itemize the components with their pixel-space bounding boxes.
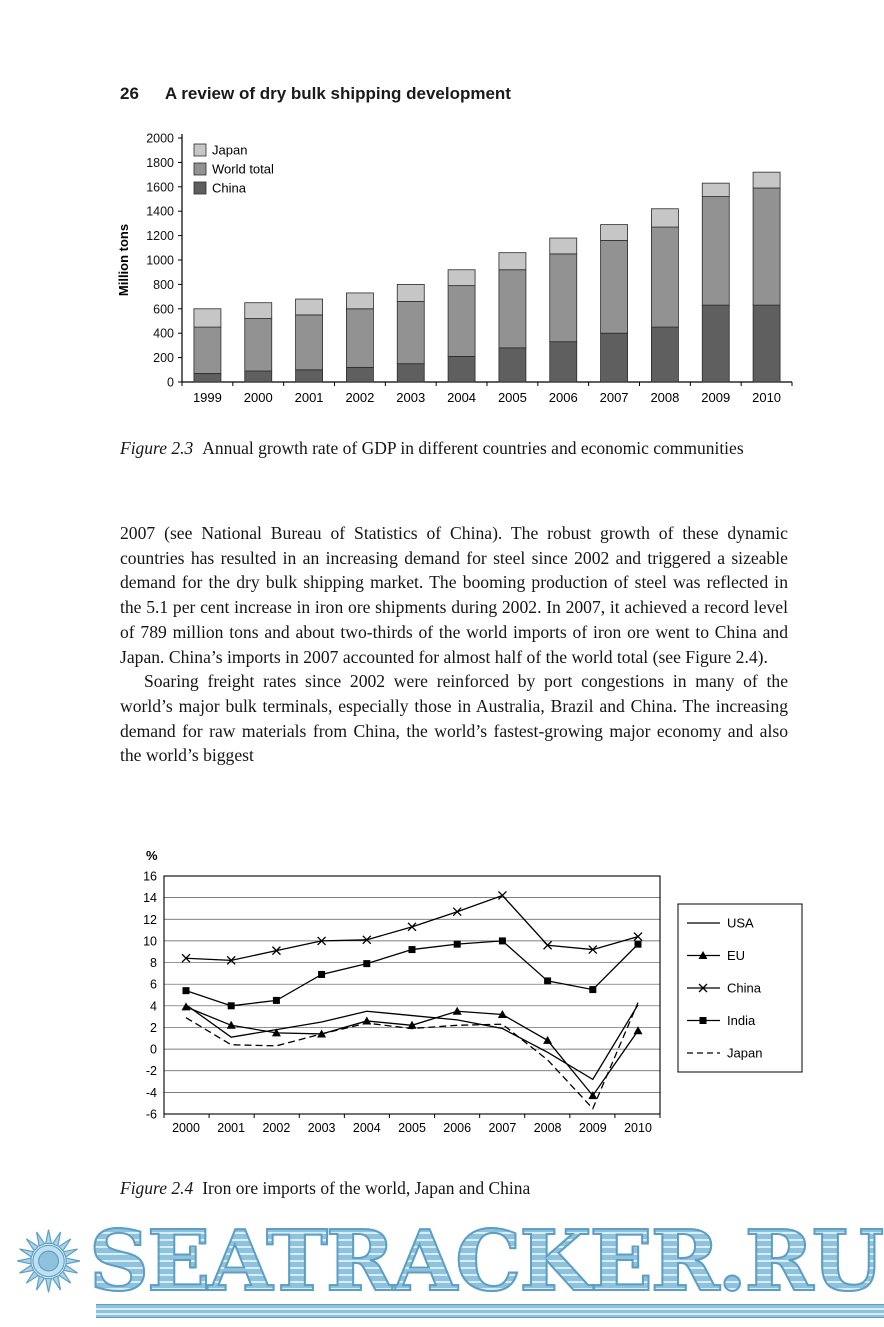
svg-text:2009: 2009 [578,1121,607,1135]
svg-text:India: India [727,1013,756,1028]
svg-text:-2: -2 [145,1064,157,1079]
svg-text:200: 200 [153,351,174,366]
svg-text:EU: EU [727,948,746,963]
svg-text:2007: 2007 [599,390,629,405]
svg-text:10: 10 [143,934,157,949]
svg-text:0: 0 [167,375,174,390]
watermark-underline [96,1304,884,1318]
svg-text:1800: 1800 [146,155,174,170]
svg-text:Million tons: Million tons [116,223,131,297]
svg-text:2006: 2006 [548,390,578,405]
svg-text:China: China [212,180,246,196]
svg-text:0: 0 [150,1042,157,1057]
page-number: 26 [120,84,139,103]
svg-text:2008: 2008 [533,1121,562,1135]
svg-text:2000: 2000 [172,1121,200,1135]
svg-text:600: 600 [153,302,174,317]
svg-text:-6: -6 [145,1107,157,1122]
svg-text:2003: 2003 [307,1121,336,1135]
svg-text:2000: 2000 [146,131,174,146]
svg-text:2003: 2003 [396,390,426,405]
svg-text:2001: 2001 [217,1121,246,1135]
svg-text:2000: 2000 [243,390,273,405]
svg-text:2004: 2004 [352,1121,381,1135]
figure-2-4-caption [120,1176,792,1201]
svg-text:400: 400 [153,326,174,341]
figure-2-4-label: Figure 2.4 [120,1178,194,1198]
figure-2-3-chart [112,126,802,426]
line-chart-legend [678,904,802,1072]
svg-text:%: % [146,848,158,863]
svg-text:14: 14 [143,891,157,906]
svg-text:2009: 2009 [701,390,731,405]
svg-text:World total: World total [212,161,274,177]
svg-text:2005: 2005 [398,1121,426,1135]
svg-text:2007: 2007 [488,1121,517,1135]
watermark-text: SEATRACKER.RU [89,1211,882,1310]
svg-text:2006: 2006 [443,1121,472,1135]
svg-text:2002: 2002 [345,390,375,405]
svg-text:2005: 2005 [497,390,527,405]
svg-text:USA: USA [727,915,754,931]
svg-text:8: 8 [150,956,157,971]
svg-text:1000: 1000 [146,253,174,268]
svg-text:-4: -4 [145,1085,157,1100]
line-chart [112,846,812,1156]
svg-text:4: 4 [150,999,157,1014]
svg-text:2002: 2002 [262,1121,291,1135]
figure-2-4-caption-text: Iron ore imports of the world, Japan and China [202,1178,531,1198]
svg-text:12: 12 [143,912,157,927]
figure-2-3-label: Figure 2.3 [120,438,194,458]
svg-text:1200: 1200 [146,229,174,244]
svg-text:2010: 2010 [752,390,782,405]
figure-2-4-chart [112,846,812,1156]
figure-2-3-caption [120,436,792,461]
paragraph-1: 2007 (see National Bureau of Statistics of China). The robust growth of these dynamic countries has resulted in an increasing demand for steel since 2002 and triggered a sizeable demand for the dry bulk shipping market. The booming production of steel was reflected in the 5.1 per cent increase in iron ore shipments during 2002. In 2007, it achieved a record level of 789 million tons and about two-thirds of the world imports of iron ore went to China and Japan. China’s imports in 2007 accounted for almost half of the world total (see Figure 2.4). [120,523,788,667]
svg-text:Japan: Japan [212,142,248,158]
svg-text:1999: 1999 [192,390,222,405]
svg-text:1600: 1600 [146,180,174,195]
svg-text:1400: 1400 [146,204,174,219]
series-china [182,891,642,964]
figure-2-3-caption-text: Annual growth rate of GDP in different countries and economic communities [202,438,744,458]
svg-text:2010: 2010 [624,1121,652,1135]
stacked-bar-chart [112,126,802,426]
svg-text:2008: 2008 [650,390,680,405]
svg-text:16: 16 [143,869,157,884]
line-plot [143,848,660,1135]
series-eu [182,1002,643,1099]
body-text [120,521,788,768]
svg-text:800: 800 [153,277,174,292]
bar-chart-legend [194,143,274,196]
svg-text:China: China [727,980,761,996]
svg-text:2001: 2001 [294,390,324,405]
sun-logo-icon [16,1205,81,1317]
svg-text:2004: 2004 [447,390,477,405]
paragraph-2: Soaring freight rates since 2002 were reinforced by port congestions in many of the world’s major bulk terminals, especially those in Australia, Brazil and China. The increasing demand for raw materials from China, the world’s fastest-growing major economy and also the world’s biggest [120,671,788,766]
running-head-title: A review of dry bulk shipping development [164,84,511,103]
svg-text:Japan: Japan [727,1045,763,1061]
running-head [120,84,511,104]
svg-text:6: 6 [150,977,157,992]
svg-text:2: 2 [150,1020,157,1035]
